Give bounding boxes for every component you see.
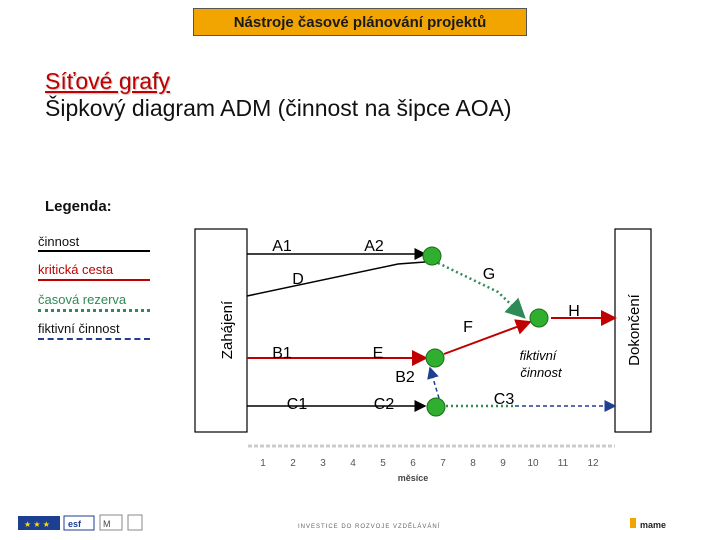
label-f: F bbox=[463, 319, 473, 336]
legend-critical-label: kritická cesta bbox=[38, 262, 114, 277]
time-axis-label: měsíce bbox=[397, 473, 429, 483]
label-c1: C1 bbox=[286, 396, 308, 413]
label-a1: A1 bbox=[272, 238, 292, 255]
node-e-end bbox=[426, 349, 444, 367]
axis-tick-label: 10 bbox=[527, 458, 539, 469]
op-logo bbox=[128, 515, 142, 530]
label-h: H bbox=[568, 303, 580, 320]
label-fictive-line2: činnost bbox=[520, 365, 562, 380]
page-heading: Síťové grafy bbox=[45, 68, 170, 94]
axis-tick-label: 7 bbox=[440, 458, 446, 469]
axis-tick-label: 8 bbox=[470, 458, 476, 469]
legend-slack-label: časová rezerva bbox=[38, 292, 127, 307]
axis-tick-label: 1 bbox=[260, 458, 266, 469]
svg-text:M: M bbox=[103, 519, 111, 529]
page-subheading: Šipkový diagram ADM (činnost na šipce AOA) bbox=[45, 95, 512, 121]
axis-tick-label: 3 bbox=[320, 458, 326, 469]
arrow-g bbox=[438, 263, 524, 317]
svg-text:★ ★ ★: ★ ★ ★ bbox=[24, 520, 50, 529]
label-c3: C3 bbox=[493, 391, 515, 408]
time-axis-ticks bbox=[260, 458, 599, 469]
label-b1: B1 bbox=[272, 345, 292, 362]
eu-logo bbox=[18, 516, 60, 530]
label-c2: C2 bbox=[373, 396, 395, 413]
footer-text: INVESTICE DO ROZVOJE VZDĚLÁVÁNÍ bbox=[298, 524, 441, 530]
label-d: D bbox=[292, 271, 304, 288]
brand-text: mame bbox=[640, 520, 667, 530]
label-e: E bbox=[372, 345, 384, 362]
axis-tick-label: 11 bbox=[557, 458, 569, 469]
axis-tick-label: 2 bbox=[290, 458, 296, 469]
node-c2-end bbox=[427, 398, 445, 416]
legend-activity-label: činnost bbox=[38, 234, 80, 249]
label-b2: B2 bbox=[395, 369, 415, 386]
label-fictive-line1: fiktivní bbox=[519, 348, 557, 363]
start-label: Zahájení bbox=[219, 300, 236, 360]
arrow-f bbox=[444, 322, 530, 354]
node-g-end bbox=[530, 309, 548, 327]
axis-tick-label: 9 bbox=[500, 458, 506, 469]
esf-logo bbox=[64, 516, 94, 530]
svg-text:esf: esf bbox=[68, 519, 82, 529]
label-g: G bbox=[482, 266, 496, 283]
axis-tick-label: 6 bbox=[410, 458, 416, 469]
title-text: Nástroje časové plánování projektů bbox=[233, 13, 487, 31]
legend-title: Legenda: bbox=[45, 198, 112, 215]
arrow-d bbox=[247, 262, 425, 296]
axis-tick-label: 12 bbox=[587, 458, 599, 469]
axis-tick-label: 5 bbox=[380, 458, 386, 469]
end-label: Dokončení bbox=[626, 294, 643, 366]
msmt-logo bbox=[100, 515, 122, 530]
brand-logo bbox=[630, 518, 666, 530]
legend-fictive-label: fiktivní činnost bbox=[38, 321, 120, 336]
axis-tick-label: 4 bbox=[350, 458, 356, 469]
label-a2: A2 bbox=[364, 238, 384, 255]
node-a2-end bbox=[423, 247, 441, 265]
